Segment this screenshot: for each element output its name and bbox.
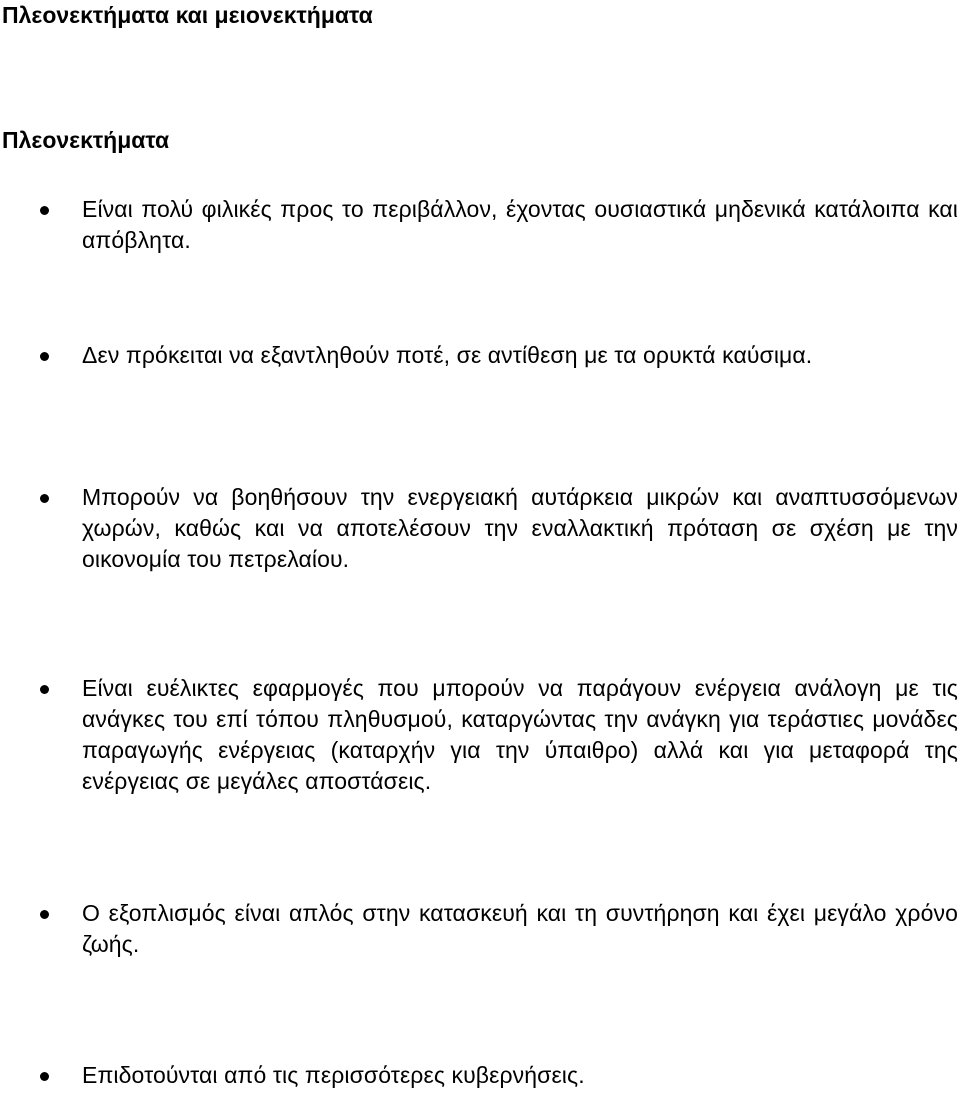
list-item-text: Είναι ευέλικτες εφαρμογές που μπορούν να παράγουν ενέργεια ανάλογη με τις ανάγκες του επί τόπου πληθυσμού, καταργώντας την ανάγκη για τεράστιες μονάδες παραγωγής ενέργειας (καταρχήν για την ύπαιθρο) αλλά και για μεταφορά της ενέργειας σε μεγάλες αποστάσεις. (82, 675, 958, 794)
bullet-icon (40, 910, 49, 919)
bullet-icon (40, 1072, 49, 1081)
bullet-icon (40, 494, 49, 503)
bullet-icon (40, 685, 49, 694)
section-heading-advantages: Πλεονεκτήματα (2, 127, 170, 153)
bullet-icon (40, 352, 49, 361)
list-item-text: Επιδοτούνται από τις περισσότερες κυβερνήσεις. (82, 1062, 585, 1088)
list-item-text: Ο εξοπλισμός είναι απλός στην κατασκευή και τη συντήρηση και έχει μεγάλο χρόνο ζωής. (82, 900, 958, 957)
list-item-text: Δεν πρόκειται να εξαντληθούν ποτέ, σε αντίθεση με τα ορυκτά καύσιμα. (82, 342, 813, 368)
document-title: Πλεονεκτήματα και μειονεκτήματα (2, 2, 373, 28)
list-item-text: Μπορούν να βοηθήσουν την ενεργειακή αυτάρκεια μικρών και αναπτυσσόμενων χωρών, καθώς και να αποτελέσουν την εναλλακτική πρόταση σε σχέση με την οικονομία του πετρελαίου. (82, 484, 958, 572)
bullet-icon (40, 206, 49, 215)
list-item-text: Είναι πολύ φιλικές προς το περιβάλλον, έχοντας ουσιαστικά μηδενικά κατάλοιπα και απόβλητα. (82, 196, 958, 253)
